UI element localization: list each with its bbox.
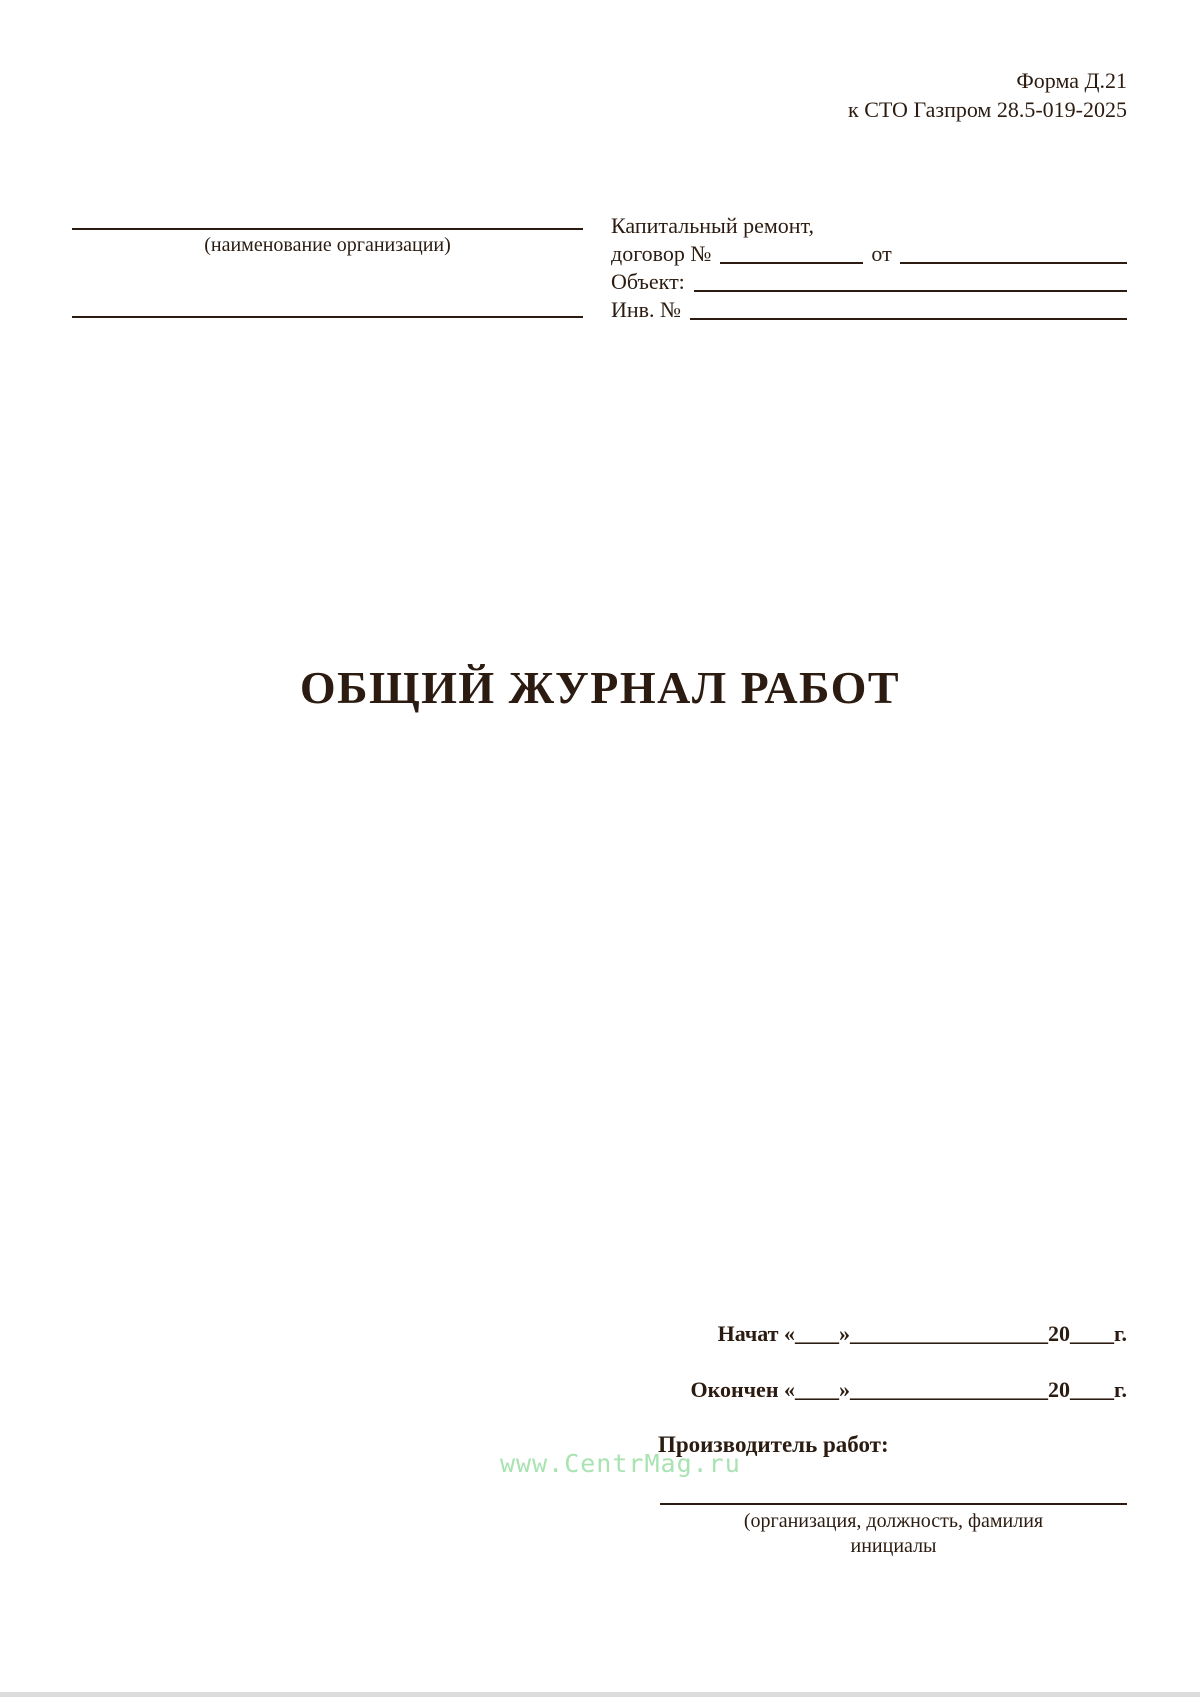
- object-row: [611, 268, 1127, 296]
- contract-number-blank: [720, 262, 863, 264]
- organization-extra-blank: [72, 288, 583, 318]
- organization-name-blank: [72, 200, 583, 230]
- inventory-row: [611, 296, 1127, 324]
- producer-signature-caption: [660, 1509, 1127, 1559]
- inventory-label: Инв. №: [611, 297, 682, 322]
- producer-signature-blank: [660, 1475, 1127, 1505]
- work-info-block: [611, 212, 1127, 324]
- object-blank: [694, 290, 1127, 292]
- producer-label: Производитель работ:: [658, 1432, 889, 1457]
- form-header: [848, 66, 1127, 124]
- form-standard-reference: к СТО Газпром 28.5-019-2025: [848, 97, 1127, 122]
- repair-type-label: Капитальный ремонт,: [611, 213, 815, 238]
- contract-row: [611, 240, 1127, 268]
- object-label: Объект:: [611, 269, 685, 294]
- contract-date-blank: [900, 262, 1127, 264]
- repair-type-row: [611, 212, 1127, 240]
- contract-label: договор №: [611, 241, 712, 266]
- organization-name-caption: (наименование организации): [204, 234, 451, 256]
- signature-caption-line1: (организация, должность, фамилия: [743, 1510, 1044, 1532]
- inventory-number-blank: [690, 318, 1127, 320]
- document-title: ОБЩИЙ ЖУРНАЛ РАБОТ: [299, 662, 901, 713]
- form-number: Форма Д.21: [1016, 68, 1127, 93]
- scan-edge-shadow: [0, 1692, 1200, 1697]
- signature-caption-line2: инициалы: [850, 1535, 937, 1557]
- date-started-line: Начат «____»__________________20____г.: [717, 1321, 1127, 1346]
- contract-date-from-label: от: [871, 241, 892, 266]
- date-finished-line: Окончен «____»__________________20____г.: [690, 1377, 1127, 1402]
- centrmag-watermark: www.CentrMag.ru: [500, 1449, 741, 1478]
